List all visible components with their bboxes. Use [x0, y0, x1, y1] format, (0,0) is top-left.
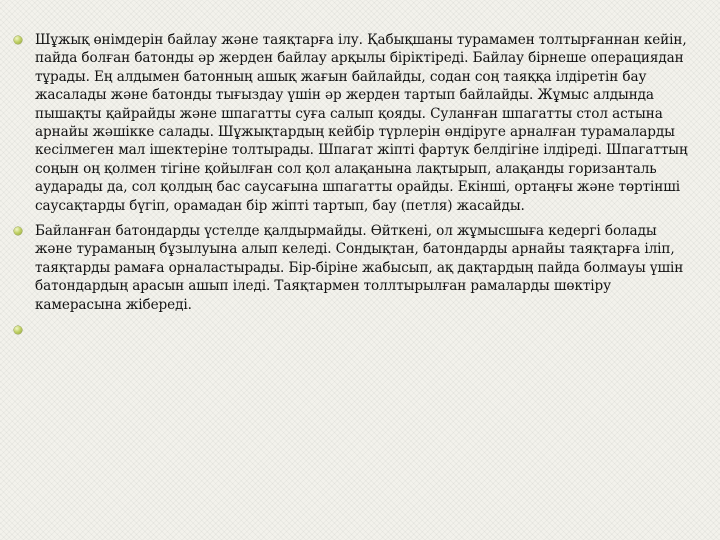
bullet-dot-icon — [14, 326, 22, 334]
bullet-item-1 — [14, 31, 694, 215]
bullet-list — [14, 31, 694, 346]
bullet-dot-icon — [14, 227, 22, 235]
paragraph-1-text: Шұжық өнімдерін байлау және таяқтарға ілу. Қабықшаны турамамен толтырғаннан кейін, пайда болған батонды әр жерден байлау арқылы біріктіреді. Байлау бірнеше операциядан тұрады. Ең алдымен батонның ашық жағын байлайды, содан соң таяққа ілдіретін бау жасалады және батонды тығыздау үшін әр жерден тартып байлайды. Жұмыс алдында пышақты қайрайды және шпагатты суға салып қояды. Суланған шпагатты стол астына арнайы жәшікке салады. Шұжықтардың кейбір түрлерін өндіруге арналған турамаларды кесілмеген мал ішектеріне толтырады. Шпагат жіпті фартук белдігіне ілдіреді. Шпагаттың соңын оң қолмен тігіне қойылған сол қол алақанына лақтырып, алақанды горизанталь аударады да, сол қолдың бас саусағына шпагатты орайды. Екінші, ортаңғы және төртінші саусақтарды бүгіп, орамадан бір жіпті тартып, бау (петля) жасайды. — [35, 32, 688, 214]
bullet-item-empty — [14, 321, 694, 339]
bullet-dot-icon — [14, 36, 22, 44]
paragraph-2-text: Байланған батондарды үстелде қалдырмайды. Өйткені, ол жұмысшыға кедергі болады және тураманың бұзылуына алып келеді. Сондықтан, батондарды арнайы таяқтарға ілiп, таяқтарды рамаға орналастырады. Бір-біріне жабысып, ақ дақтардың пайда болмауы үшін батондардың арасын ашып іледі. Таяқтармен толлтырылған рамаларды шөктіру камерасына жібереді. — [35, 223, 684, 313]
bullet-item-2 — [14, 222, 694, 314]
